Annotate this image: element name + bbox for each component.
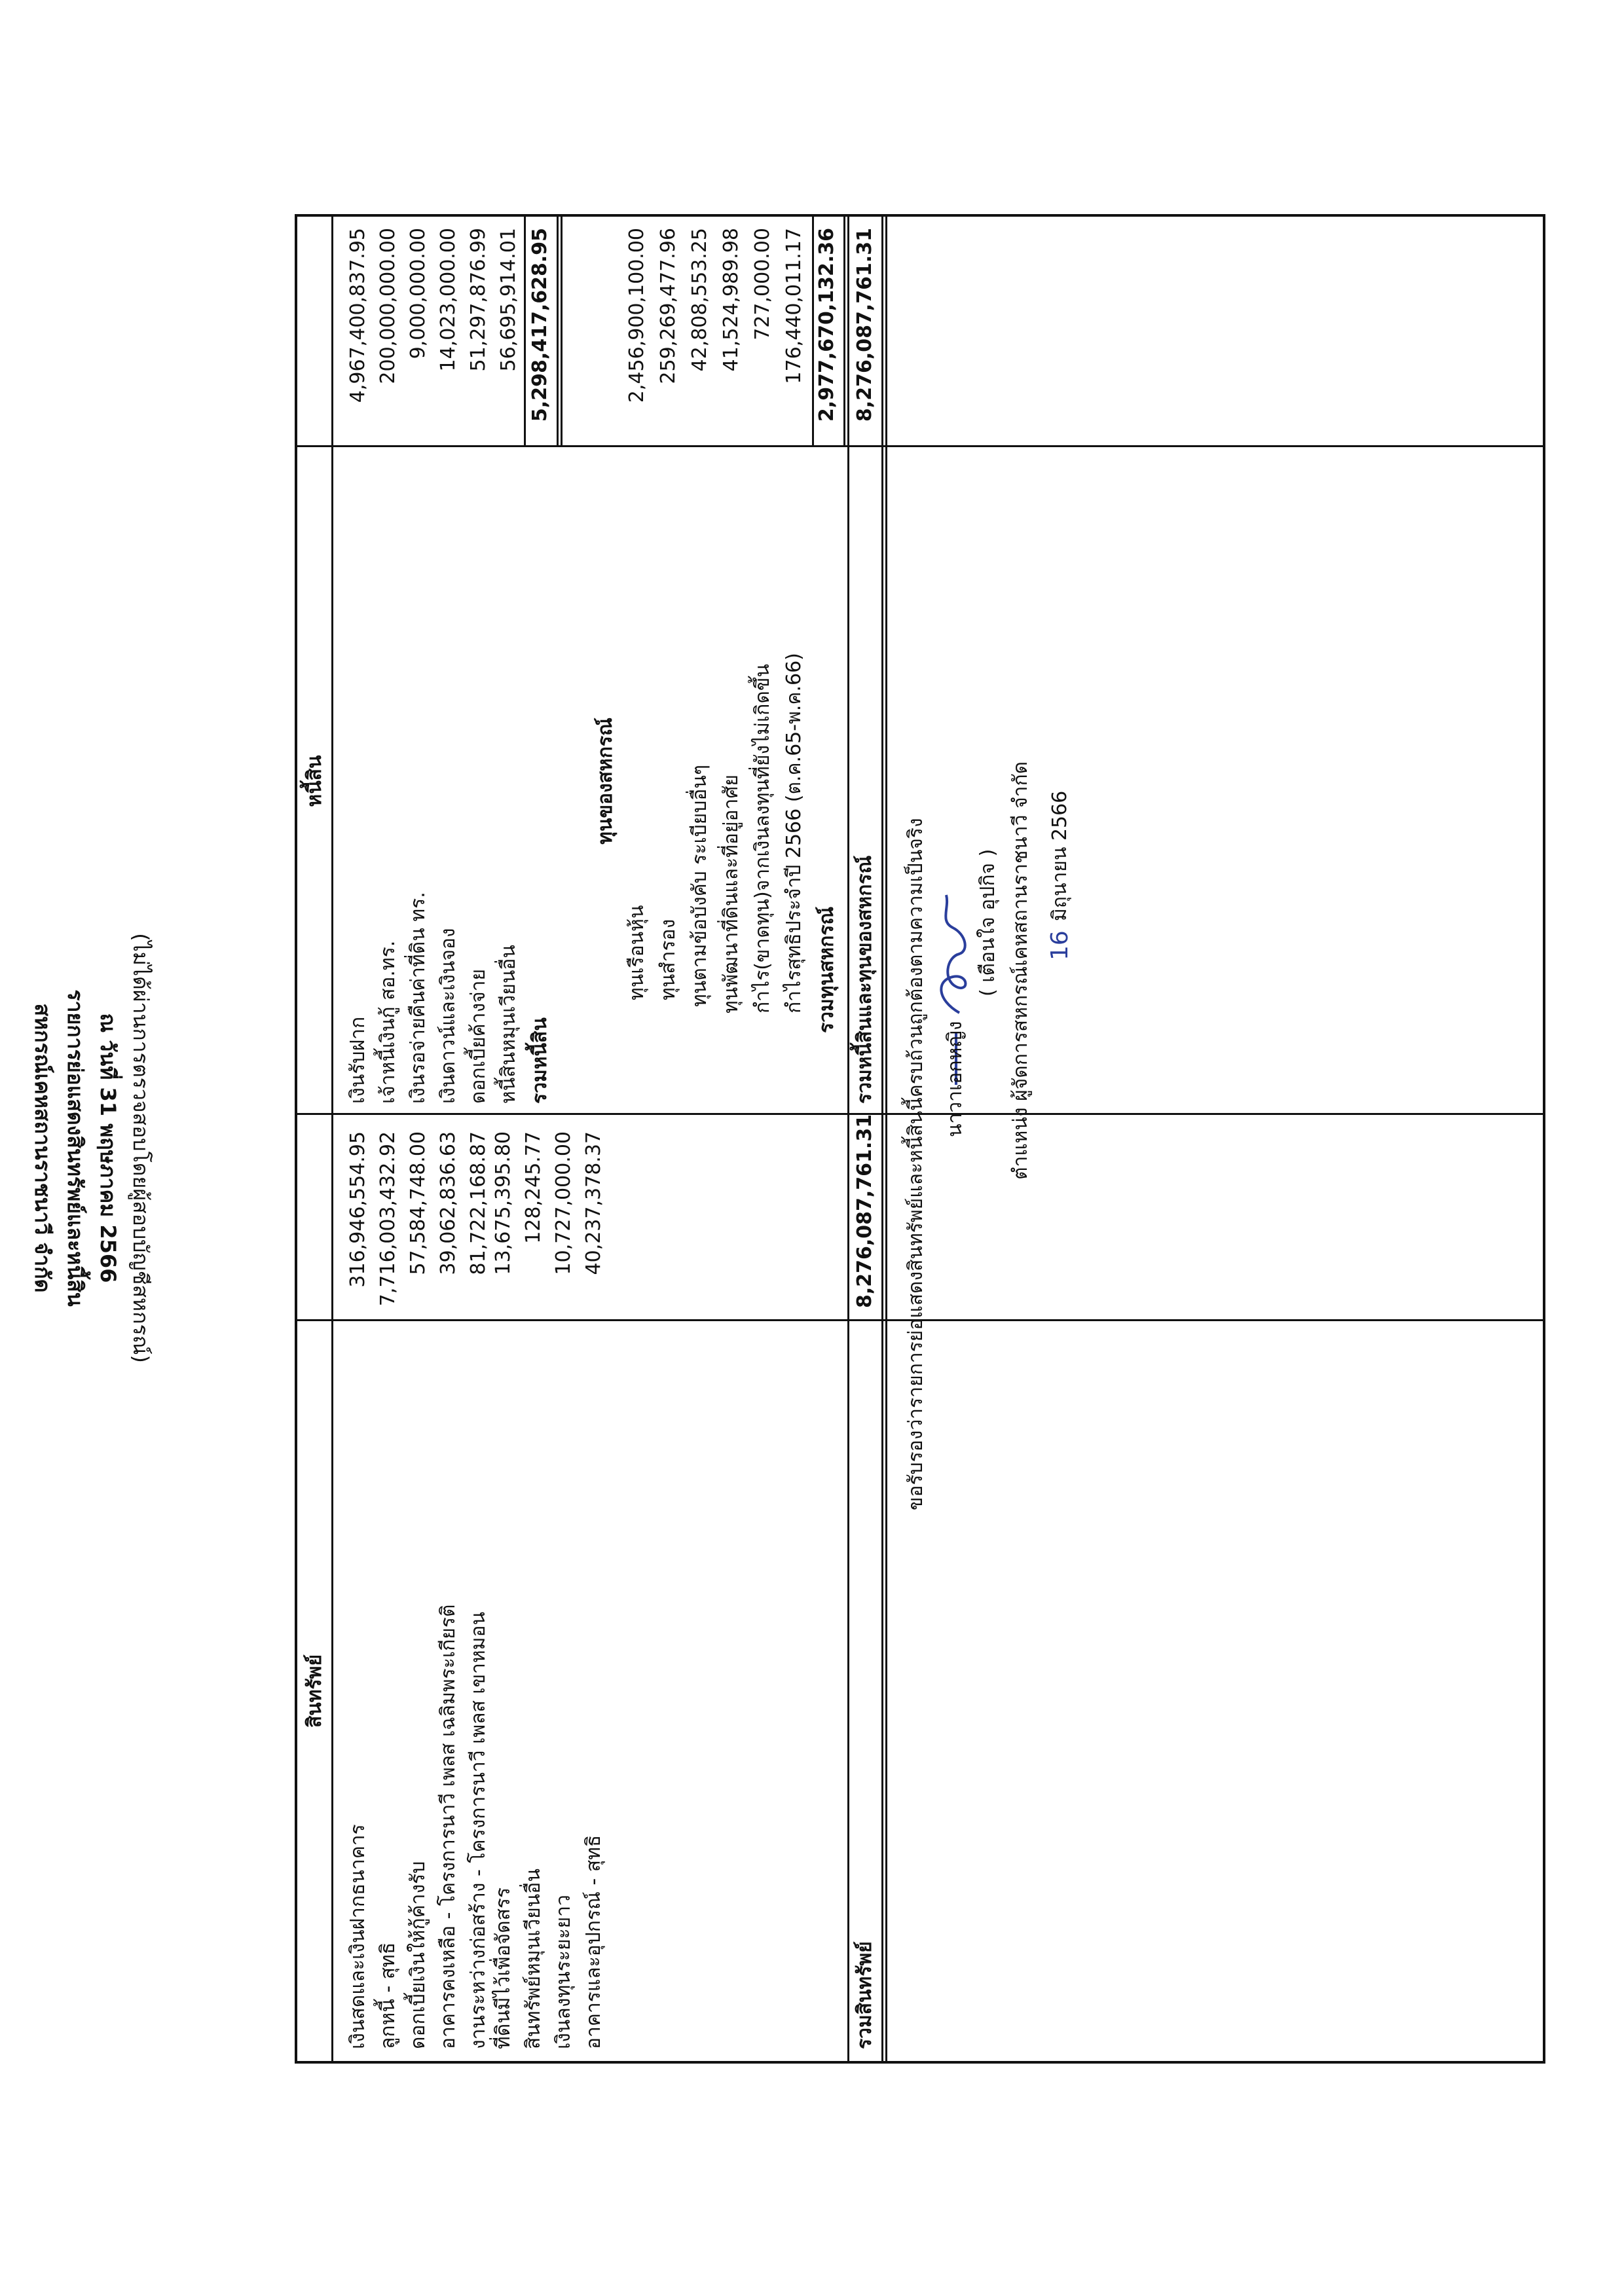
asset-label: งานระหว่างก่อสร้าง - โครงการนาวี เพลส เขาหมอน xyxy=(467,1611,490,2049)
sign-month-year: มิถุนายน 2566 xyxy=(1048,790,1071,921)
grand-total-label: รวมหนี้สินและทุนของสหกรณ์ xyxy=(853,855,876,1104)
signer-position: ตำแหน่ง ผู้จัดการสหกรณ์เคหสถานราชนาวี จำกัด xyxy=(1009,761,1032,1180)
signer-name: ( เตือนใจ อุปกิจ ) xyxy=(976,848,999,996)
liability-value: 14,023,000.00 xyxy=(437,228,460,372)
org-title: สหกรณ์เคหสถานราชนาวี จำกัด xyxy=(30,1003,55,1293)
asset-label: เงินลงทุนระยะยาว xyxy=(552,1895,575,2049)
asset-value: 128,245.77 xyxy=(522,1131,545,1244)
liabilities-total-value: 5,298,417,628.95 xyxy=(528,228,551,422)
equity-label: กำไร(ขาดทุน)จากเงินลงทุนที่ยังไม่เกิดขึ้น xyxy=(751,664,774,1013)
grand-total-value: 8,276,087,761.31 xyxy=(853,228,876,422)
liability-label: เงินดาวน์และเงินจอง xyxy=(437,928,460,1104)
liability-label: เงินรับฝาก xyxy=(346,1016,369,1104)
liability-value: 9,000,000.00 xyxy=(407,228,430,359)
asset-label: ลูกหนี้ - สุทธิ xyxy=(377,1942,399,2049)
sign-day: 16 xyxy=(1046,930,1073,960)
equity-total-rule-bottom xyxy=(843,217,845,447)
certification-statement: ขอรับรองว่ารายการย่อแสดงสินทรัพย์และหนี้สินนี้ครบถ้วนถูกต้องตามความเป็นจริง xyxy=(904,818,927,1510)
asset-value: 316,946,554.95 xyxy=(346,1131,369,1288)
equity-total-value: 2,977,670,132.36 xyxy=(815,228,838,422)
equity-value: 42,808,553.25 xyxy=(688,228,711,372)
liability-label: หนี้สินหมุนเวียนอื่น xyxy=(497,945,520,1104)
signer-rank: นาวาเอกหญิง xyxy=(944,1021,967,1137)
liabilities-total-label: รวมหนี้สิน xyxy=(528,1017,551,1104)
asset-label: เงินสดและเงินฝากธนาคาร xyxy=(346,1824,369,2049)
equity-label: ทุนเรือนหุ้น xyxy=(625,905,648,1000)
liability-label: ดอกเบี้ยค้างจ่าย xyxy=(467,968,490,1104)
equity-total-label: รวมทุนสหกรณ์ xyxy=(815,906,838,1033)
equity-label: กำไรสุทธิประจำปี 2566 (ต.ค.65-พ.ค.66) xyxy=(783,653,805,1013)
asset-label: อาคารคงเหลือ - โครงการนาวี เพลส เฉลิมพระเกียรติ xyxy=(437,1604,460,2049)
liability-label: เงินรอจ่ายคืนค่าที่ดิน ทร. xyxy=(407,892,430,1104)
liabilities-total-rule-top xyxy=(524,217,526,447)
equity-total-rule-top xyxy=(812,217,814,447)
equity-label: ทุนตามข้อบังคับ ระเบียบอื่นๆ xyxy=(688,764,711,1007)
assets-heading: สินทรัพย์ xyxy=(303,1654,326,1728)
liabilities-total-rule-bottom-1 xyxy=(557,217,559,447)
equity-value: 2,456,900,100.00 xyxy=(625,228,648,403)
liabilities-heading: หนี้สิน xyxy=(303,755,326,807)
asset-value: 13,675,395.80 xyxy=(492,1131,515,1275)
equity-value: 727,000.00 xyxy=(751,228,774,340)
grand-total-rule-bottom-1 xyxy=(881,217,883,2061)
assets-total-label: รวมสินทรัพย์ xyxy=(853,1941,876,2049)
grand-total-rule-bottom-2 xyxy=(885,217,887,2061)
grand-total-rule-top xyxy=(847,217,849,2061)
header-rule xyxy=(331,217,333,2061)
col-divider-liabilities-values xyxy=(297,445,1543,447)
equity-value: 41,524,989.98 xyxy=(720,228,743,372)
equity-value: 176,440,011.17 xyxy=(783,228,805,384)
liability-label: เจ้าหนี้เงินกู้ สอ.ทร. xyxy=(377,940,399,1104)
liability-value: 4,967,400,837.95 xyxy=(346,228,369,403)
asset-label: ดอกเบี้ยเงินให้กู้ค้างรับ xyxy=(407,1861,430,2049)
sheet-wrapper xyxy=(157,0,1624,2296)
liabilities-total-rule-bottom-2 xyxy=(561,217,563,447)
equity-value: 259,269,477.96 xyxy=(657,228,680,384)
equity-heading: ทุนของสหกรณ์ xyxy=(594,718,617,845)
equity-label: ทุนพัฒนาที่ดินและที่อยู่อาศัย xyxy=(720,774,743,1013)
asset-value: 81,722,168.87 xyxy=(467,1131,490,1275)
asset-label: อาคารและอุปกรณ์ - สุทธิ xyxy=(582,1834,605,2049)
asset-label: สินทรัพย์หมุนเวียนอื่น xyxy=(522,1868,545,2049)
asset-value: 7,716,003,432.92 xyxy=(377,1131,399,1307)
asset-value: 10,727,000.00 xyxy=(552,1131,575,1275)
asset-label: ที่ดินมีไว้เพื่อจัดสรร xyxy=(492,1887,515,2049)
liability-value: 56,695,914.01 xyxy=(497,228,520,372)
equity-label: ทุนสำรอง xyxy=(657,919,680,1000)
asset-value: 39,062,836.63 xyxy=(437,1131,460,1275)
asset-value: 57,584,748.00 xyxy=(407,1131,430,1275)
report-title: รายการย่อแสดงสินทรัพย์และหนี้สิน xyxy=(63,989,88,1307)
report-date: ณ วันที่ 31 พฤษภาคม 2566 xyxy=(96,1013,120,1283)
asset-value: 40,237,378.37 xyxy=(582,1131,605,1275)
assets-total-value: 8,276,087,761.31 xyxy=(853,1114,876,1308)
liability-value: 200,000,000.00 xyxy=(377,228,399,384)
audit-note: (ไม่ได้ผ่านการตรวจสอบโดยผู้สอบบัญชีสหกรณ์) xyxy=(128,933,153,1363)
liability-value: 51,297,876.99 xyxy=(467,228,490,372)
